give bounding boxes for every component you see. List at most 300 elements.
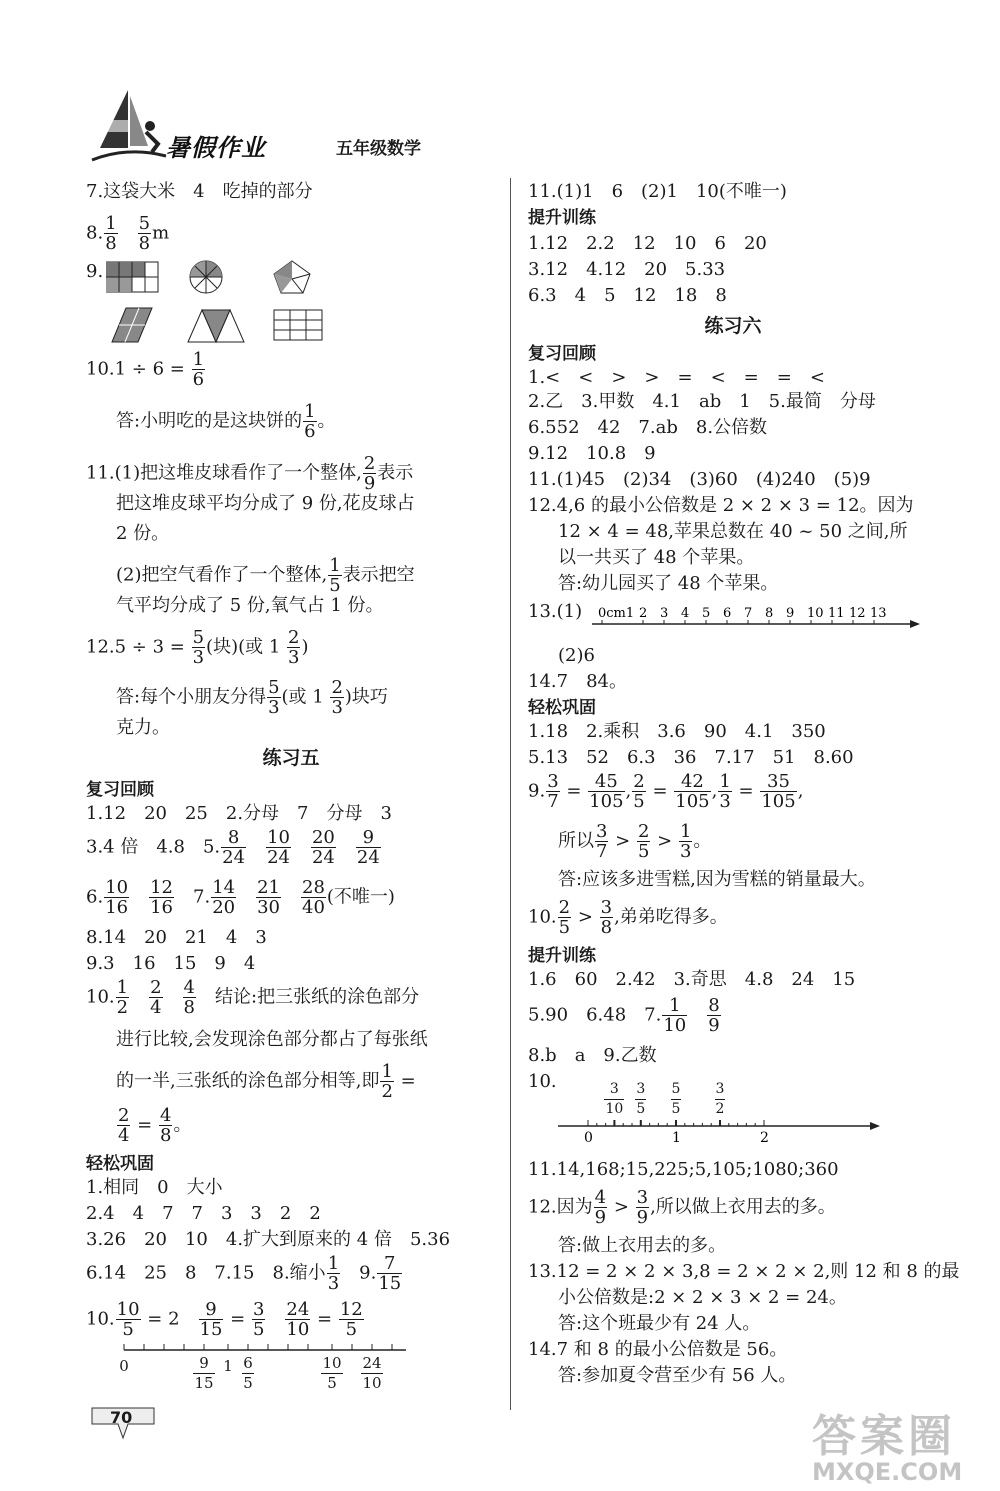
fraction <box>159 1106 172 1145</box>
number-line-fraction <box>604 1080 624 1119</box>
answer-text <box>164 987 182 1008</box>
fraction <box>637 822 650 861</box>
numerator: 8 <box>221 828 246 848</box>
answer-text: )块巧 <box>344 686 388 708</box>
denominator: 10 <box>362 1374 382 1392</box>
fraction <box>221 828 246 867</box>
answer-text: = <box>560 780 588 802</box>
numerator: 6 <box>243 1354 253 1372</box>
answer-line <box>528 366 825 390</box>
answer-text: 表示把空 <box>342 564 415 586</box>
answer-text: 1.相同 0 大小 <box>86 1177 223 1198</box>
numerator: 5 <box>671 1080 682 1100</box>
number-line-fraction <box>321 1354 342 1393</box>
fraction <box>356 828 381 867</box>
answer-line <box>528 1188 836 1227</box>
answer-text: > <box>609 830 636 852</box>
fraction <box>707 996 720 1035</box>
fraction <box>256 878 281 917</box>
answer-line <box>528 180 787 204</box>
fraction <box>328 556 341 595</box>
answer-line <box>86 1228 450 1252</box>
answer-line <box>528 258 725 282</box>
denominator: 8 <box>105 233 117 254</box>
numerator: 5 <box>138 213 151 234</box>
numerator: 3 <box>636 1187 649 1208</box>
answer-line <box>86 594 384 618</box>
denominator: 3 <box>268 697 280 718</box>
answer-text: 5.13 52 6.3 36 7.17 51 8.60 <box>528 747 854 768</box>
denominator: 15 <box>378 1273 402 1294</box>
numerator: 3 <box>596 821 608 842</box>
answer-text: 提升训练 <box>528 946 596 966</box>
numerator: 12 <box>339 1299 363 1320</box>
answer-text: 10.1 ÷ 6 = <box>86 358 191 380</box>
answer-line <box>528 1158 839 1182</box>
fraction <box>303 402 316 441</box>
numerator: 9 <box>193 1354 214 1374</box>
answer-line <box>528 1260 960 1284</box>
answer-line <box>86 1176 223 1200</box>
fraction <box>117 1106 130 1145</box>
numerator: 10 <box>105 877 129 898</box>
denominator: 105 <box>589 791 624 812</box>
answer-text: 6.3 4 5 12 18 8 <box>528 285 727 306</box>
denominator: 3 <box>288 647 300 668</box>
numerator: 1 <box>327 1253 340 1274</box>
ruler-label: 11 <box>828 606 845 621</box>
answer-text: 10. <box>86 1308 115 1330</box>
answer-line <box>86 952 255 976</box>
ruler-label: 9 <box>786 606 795 621</box>
answer-line <box>86 1300 365 1339</box>
answer-text: 13.12 = 2 × 2 × 3,8 = 2 × 2 × 2,则 12 和 8 的最 <box>528 1261 960 1282</box>
answer-line <box>528 1286 847 1310</box>
answer-text <box>266 1309 284 1330</box>
denominator: 9 <box>594 1207 607 1228</box>
answer-line <box>528 720 826 744</box>
fraction <box>104 214 117 253</box>
answer-line <box>528 968 855 992</box>
answer-line <box>528 546 754 570</box>
answer-line <box>528 520 908 544</box>
fraction <box>252 1300 265 1339</box>
answer-text: > <box>608 1196 635 1218</box>
answer-text: (块)(或 1 <box>206 636 287 658</box>
denominator: 105 <box>761 791 796 812</box>
number-line-label <box>360 1354 384 1393</box>
right-number-line <box>558 1080 888 1150</box>
answer-text: 以一共买了 48 个苹果。 <box>558 547 755 568</box>
answer-line <box>528 1312 760 1336</box>
number-line-label <box>320 1354 344 1393</box>
fraction <box>662 996 687 1035</box>
number-line-fraction <box>635 1080 646 1119</box>
denominator: 8 <box>600 917 613 938</box>
answer-line <box>528 822 711 861</box>
answer-text: 进行比较,会发现涂色部分都占了每张纸 <box>116 1029 428 1050</box>
ruler-label: 8 <box>765 606 774 621</box>
answer-text: 。 <box>173 1114 192 1136</box>
answer-text: 答:小明吃的是这块饼的 <box>116 410 303 432</box>
answer-text: 1.18 2.乘积 3.6 90 4.1 350 <box>528 721 826 742</box>
answer-text: 12 × 4 = 48,苹果总数在 40 ~ 50 之间,所 <box>558 521 908 542</box>
answer-text: , <box>711 780 718 802</box>
denominator: 9 <box>363 473 376 494</box>
denominator: 30 <box>257 897 280 918</box>
denominator: 2 <box>381 1081 393 1102</box>
denominator: 10 <box>286 1319 310 1340</box>
numerator: 1 <box>116 977 129 998</box>
exercise-title <box>86 746 496 770</box>
denominator: 3 <box>679 841 692 862</box>
numerator: 3 <box>547 771 559 792</box>
answer-line <box>528 1234 726 1258</box>
answer-line <box>86 180 313 204</box>
answer-text: 。 <box>317 410 336 432</box>
fraction <box>267 678 280 717</box>
denominator: 3 <box>192 647 205 668</box>
answer-text: 11.14,168;15,225;5,105;1080;360 <box>528 1159 839 1180</box>
fraction <box>287 628 300 667</box>
fraction <box>558 898 571 937</box>
answer-line <box>86 878 395 917</box>
answer-text: , <box>625 780 632 802</box>
denominator: 6 <box>192 369 205 390</box>
answer-text: 9.3 16 15 9 4 <box>86 953 256 974</box>
answer-text: 11.(1)45 (2)34 (3)60 (4)240 (5)9 <box>528 469 871 490</box>
answer-line <box>86 522 169 546</box>
watermark-logo: 答案圈 <box>812 1411 956 1462</box>
fraction <box>192 350 205 389</box>
answer-line <box>528 670 627 694</box>
answer-text: 答:幼儿园买了 48 个苹果。 <box>558 573 779 594</box>
ruler-label: 12 <box>849 606 866 621</box>
answer-text: 8.b a 9.乙数 <box>528 1045 657 1066</box>
ruler-label: 10 <box>807 606 824 621</box>
answer-line <box>528 996 722 1035</box>
book-title: 五年级数学 <box>336 139 421 159</box>
answer-text: 10. <box>528 1071 557 1092</box>
answer-text: = <box>311 1308 338 1330</box>
ruler-label: 13 <box>870 606 887 621</box>
numerator: 1 <box>679 821 692 842</box>
brand-title: 暑假作业 <box>166 134 266 162</box>
number-line-point-label <box>664 1080 688 1119</box>
answer-line <box>528 468 871 492</box>
denominator: 15 <box>194 1374 214 1392</box>
answer-line <box>86 828 382 867</box>
numerator: 3 <box>252 1299 265 1320</box>
answer-text: = <box>646 780 674 802</box>
fraction <box>285 1300 310 1339</box>
denominator: 24 <box>267 847 290 868</box>
fraction <box>363 454 376 493</box>
section-heading <box>86 778 154 802</box>
answer-text: 克力。 <box>116 717 170 738</box>
fraction <box>636 1188 649 1227</box>
numerator: 1 <box>381 1061 393 1082</box>
answer-text: 14.7 和 8 的最小公倍数是 56。 <box>528 1339 788 1360</box>
denominator: 5 <box>637 841 650 862</box>
answer-line <box>528 1070 557 1094</box>
numerator: 1 <box>105 213 117 234</box>
fraction <box>718 772 731 811</box>
answer-text: 11.(1)1 6 (2)1 10(不唯一) <box>528 181 787 202</box>
fraction <box>311 828 336 867</box>
denominator: 5 <box>558 917 571 938</box>
fraction <box>760 772 796 811</box>
answer-text: 1.< < > > = < = = < <box>528 367 825 388</box>
answer-text: 10. <box>528 906 557 928</box>
answer-text <box>130 987 148 1008</box>
ruler-label: 2 <box>639 606 648 621</box>
denominator: 5 <box>243 1374 253 1392</box>
answer-line <box>528 284 727 308</box>
denominator: 2 <box>116 997 129 1018</box>
answer-text: 12.5 ÷ 3 = <box>86 636 191 658</box>
section-heading <box>528 944 596 968</box>
answer-text: 14.7 84。 <box>528 671 627 692</box>
fraction <box>266 828 291 867</box>
numerator: 2 <box>118 1105 130 1126</box>
answer-text: = <box>131 1114 158 1136</box>
fraction <box>632 772 645 811</box>
denominator: 40 <box>302 897 325 918</box>
denominator: 8 <box>138 233 151 254</box>
answer-line <box>528 1044 657 1068</box>
answer-text: = 2 <box>141 1308 198 1330</box>
answer-text: 3.4 倍 4.8 5. <box>86 836 221 858</box>
numerator: 42 <box>674 772 710 792</box>
answer-line <box>528 644 595 668</box>
numerator: 3 <box>604 1080 624 1100</box>
denominator: 5 <box>252 1319 265 1340</box>
numerator: 5 <box>192 627 205 648</box>
ruler-label: 4 <box>681 606 690 621</box>
denominator: 10 <box>663 1015 687 1036</box>
answer-text: > <box>651 830 678 852</box>
fraction <box>199 1300 224 1339</box>
answer-text: 把这堆皮球平均分成了 9 份,花皮球占 <box>116 493 415 514</box>
answer-line <box>528 868 876 892</box>
numerator: 1 <box>304 401 316 422</box>
number-line-label: 0 <box>584 1130 593 1146</box>
numerator: 7 <box>377 1254 402 1274</box>
answer-text: (不唯一) <box>326 886 395 908</box>
denominator: 5 <box>636 1101 646 1117</box>
denominator: 8 <box>159 1125 172 1146</box>
answer-text: (2)把空气看作了一个整体, <box>116 564 328 586</box>
answer-text: 1.6 60 2.42 3.奇思 4.8 24 15 <box>528 969 856 990</box>
fraction <box>594 1188 607 1227</box>
numerator: 4 <box>159 1105 172 1126</box>
answer-text <box>119 223 137 244</box>
number-line-label: 2 <box>760 1130 769 1146</box>
numerator: 20 <box>311 827 335 848</box>
answer-line <box>86 1254 403 1293</box>
answer-text: ,所以做上衣用去的多。 <box>650 1196 836 1218</box>
answer-line <box>86 454 413 493</box>
answer-text: 答:这个班最少有 24 人。 <box>558 1313 761 1334</box>
answer-text <box>688 1005 706 1026</box>
answer-text: 2 份。 <box>116 523 170 544</box>
number-line-fraction <box>193 1354 214 1393</box>
answer-line <box>86 214 169 253</box>
ruler-label: 5 <box>702 606 711 621</box>
numerator: 2 <box>363 453 376 474</box>
answer-line <box>528 1364 796 1388</box>
denominator: 15 <box>199 1319 223 1340</box>
column-divider <box>510 178 511 1410</box>
answer-text: 3.12 4.12 20 5.33 <box>528 259 726 280</box>
answer-line <box>86 492 415 516</box>
numerator: 1 <box>662 996 687 1016</box>
fraction <box>104 878 129 917</box>
fraction <box>339 1300 364 1339</box>
fraction <box>600 898 613 937</box>
answer-line <box>528 442 656 466</box>
numerator: 10 <box>322 1354 342 1372</box>
answer-text: 表示 <box>377 462 414 484</box>
denominator: 9 <box>636 1207 649 1228</box>
answer-text: , <box>797 780 804 802</box>
answer-line <box>528 416 767 440</box>
fraction <box>138 214 151 253</box>
fraction <box>546 772 559 811</box>
exercise-title <box>528 314 938 338</box>
number-line-label: 1 <box>672 1130 681 1146</box>
numerator: 1 <box>192 349 205 370</box>
answer-line <box>86 1202 321 1226</box>
denominator: 3 <box>719 791 731 812</box>
windsurfer-logo-icon <box>88 86 168 168</box>
answer-line <box>86 556 415 595</box>
denominator: 16 <box>105 897 129 918</box>
denominator: 6 <box>304 421 316 442</box>
number-line-point-label <box>708 1080 732 1119</box>
answer-line <box>528 390 876 414</box>
answer-text: (或 1 <box>281 686 330 708</box>
answer-text: = <box>394 1070 416 1092</box>
fraction <box>377 1254 402 1293</box>
answer-text: 13.(1) <box>528 601 583 622</box>
denominator: 20 <box>212 897 236 918</box>
fraction <box>211 878 236 917</box>
answer-text: > <box>572 906 599 928</box>
section-heading <box>528 206 596 230</box>
fraction <box>116 978 129 1017</box>
denominator: 3 <box>327 1273 340 1294</box>
numerator: 21 <box>257 877 280 898</box>
answer-text: 1.12 20 25 2.分母 7 分母 3 <box>86 803 392 824</box>
answer-text: 11.(1)把这堆皮球看作了一个整体, <box>86 462 362 484</box>
answer-text <box>247 837 265 858</box>
denominator: 24 <box>356 847 380 868</box>
fraction <box>301 878 326 917</box>
denominator: 7 <box>596 841 608 862</box>
answer-text: 复习回顾 <box>86 780 154 800</box>
number-line-fraction <box>242 1354 254 1393</box>
denominator: 24 <box>311 847 335 868</box>
answer-text: 8. <box>86 222 104 244</box>
ruler-label: 3 <box>660 606 669 621</box>
numerator: 2 <box>150 977 162 998</box>
fraction <box>183 978 196 1017</box>
fraction <box>380 1062 393 1101</box>
denominator: 5 <box>122 1319 134 1340</box>
answer-text: 2.4 4 7 7 3 3 2 2 <box>86 1203 321 1224</box>
numerator: 14 <box>212 877 236 898</box>
number-line-point-label <box>602 1080 626 1119</box>
answer-text: 答:每个小朋友分得 <box>116 686 267 708</box>
answer-text: 5.90 6.48 7. <box>528 1004 662 1026</box>
section-heading <box>528 342 596 366</box>
answer-line <box>528 494 914 518</box>
answer-text: 6. <box>86 886 104 908</box>
answer-text: 1.12 2.2 12 10 6 20 <box>528 233 767 254</box>
answer-text: 9. <box>528 780 546 802</box>
fraction <box>330 678 343 717</box>
answer-line <box>528 232 767 256</box>
answer-text: ,弟弟吃得多。 <box>614 906 728 928</box>
watermark <box>812 1400 962 1486</box>
answer-text: 结论:把三张纸的涂色部分 <box>197 986 420 1008</box>
fraction <box>192 628 205 667</box>
numerator: 9 <box>356 828 381 848</box>
numerator: 1 <box>329 555 341 576</box>
page-number-text: 70 <box>110 1408 133 1427</box>
answer-line <box>528 772 803 811</box>
denominator: 9 <box>708 1015 720 1036</box>
denominator: 4 <box>118 1125 130 1146</box>
answer-text: 答:参加夏令营至少有 56 人。 <box>558 1365 797 1386</box>
answer-text: 9.12 10.8 9 <box>528 443 656 464</box>
fraction <box>327 1254 340 1293</box>
denominator: 4 <box>150 997 162 1018</box>
numerator: 28 <box>302 877 325 898</box>
numerator: 8 <box>708 995 720 1016</box>
fraction <box>679 822 692 861</box>
answer-text: 3.26 20 10 4.扩大到原来的 4 倍 5.36 <box>86 1229 451 1250</box>
fraction <box>674 772 710 811</box>
answer-text: 12.4,6 的最小公倍数是 2 × 2 × 3 = 12。因为 <box>528 495 914 516</box>
denominator: 105 <box>675 791 710 812</box>
answer-text: 6.14 25 8 7.15 8.缩小 <box>86 1262 326 1284</box>
answer-text: 12.因为 <box>528 1196 593 1218</box>
numerator: 35 <box>760 772 796 792</box>
numerator: 12 <box>150 877 173 898</box>
answer-line <box>86 678 388 717</box>
answer-text: 7.这袋大米 4 吃掉的部分 <box>86 181 313 202</box>
header <box>88 86 508 176</box>
number-line-label <box>192 1354 216 1393</box>
numerator: 10 <box>116 1299 140 1320</box>
denominator: 5 <box>329 575 341 596</box>
answer-text <box>292 837 310 858</box>
answer-text: 。 <box>693 830 712 852</box>
answer-text: 8.14 20 21 4 3 <box>86 927 267 948</box>
denominator: 2 <box>715 1101 725 1117</box>
numerator: 24 <box>286 1299 310 1320</box>
answer-line <box>86 350 206 389</box>
section-heading <box>528 696 596 720</box>
answer-text <box>237 887 255 908</box>
answer-text: 10. <box>86 986 115 1008</box>
answer-text: 9. <box>341 1262 377 1284</box>
ruler-number-line <box>592 602 922 632</box>
answer-text: 轻松巩固 <box>86 1154 154 1174</box>
